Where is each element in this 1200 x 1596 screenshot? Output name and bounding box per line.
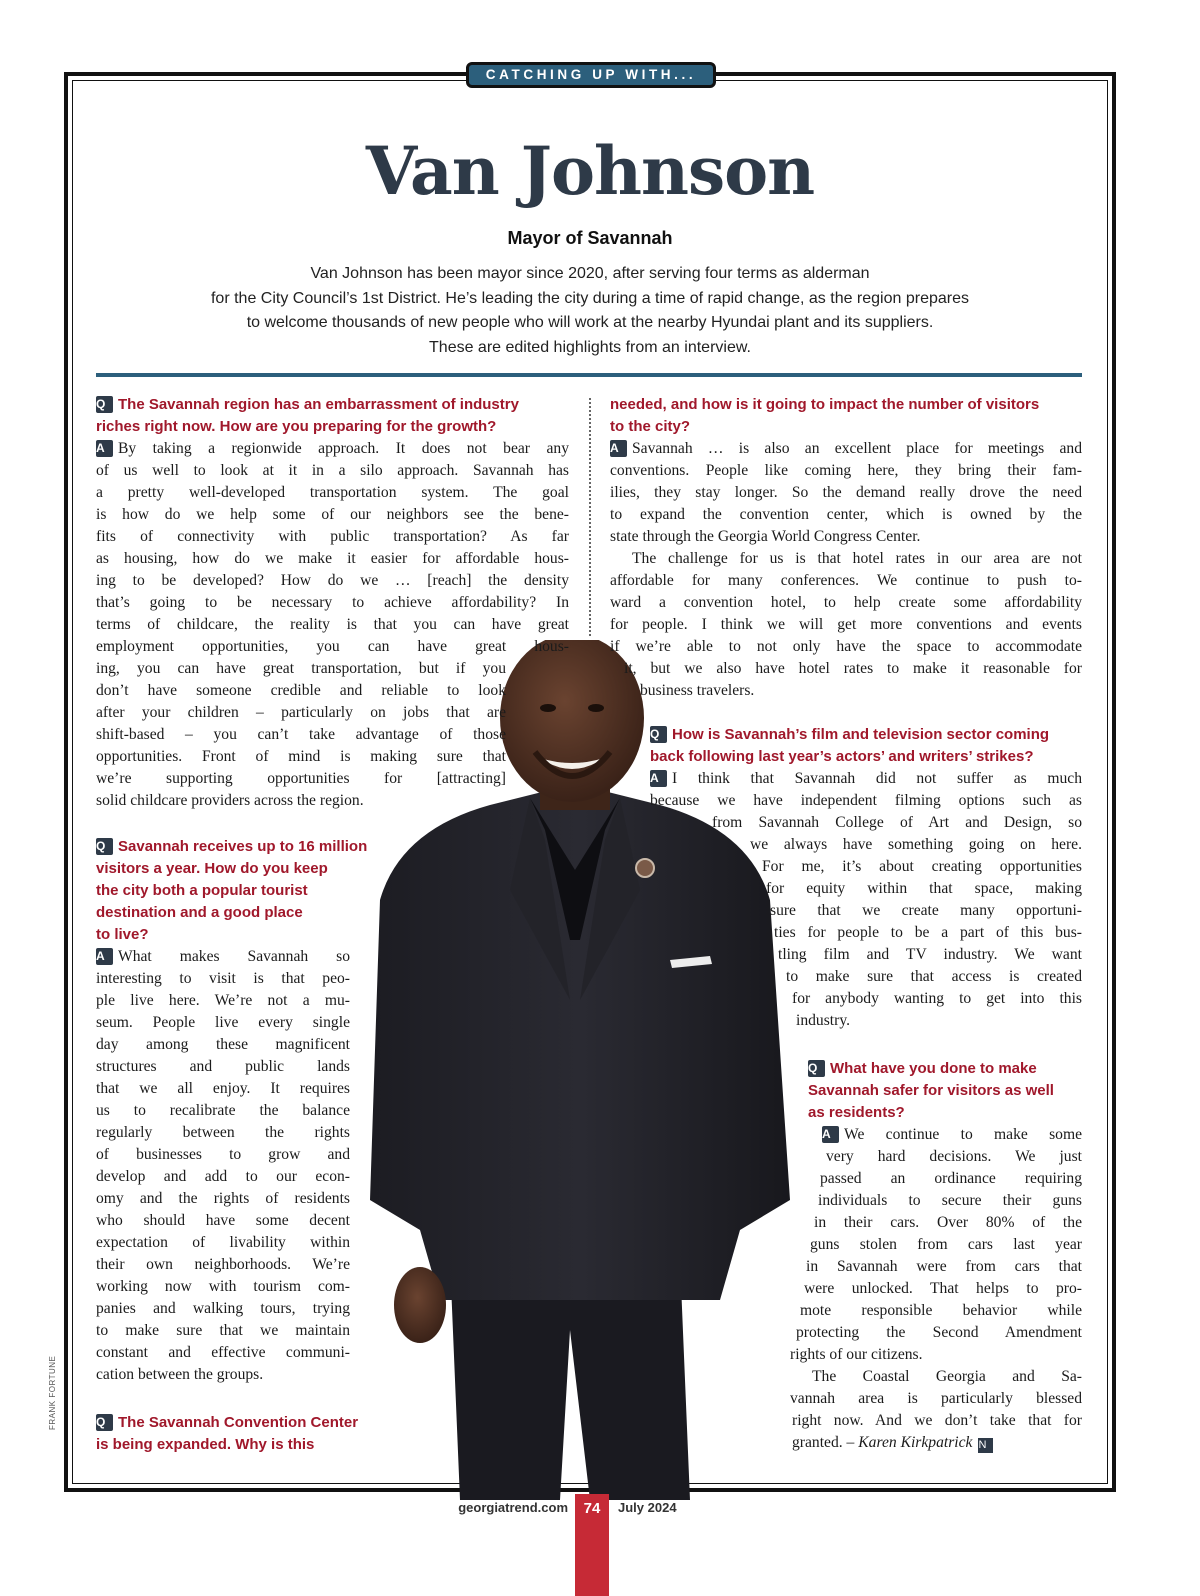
answer-line: because we have independent filming options such as (650, 792, 1082, 809)
answer-line: their own neighborhoods. We’re (96, 1256, 350, 1273)
a5-wrap (804, 1278, 1082, 1300)
answer-line: to expand the convention center, which is owned by the (610, 506, 1082, 523)
answer-line: very hard decisions. We just (826, 1148, 1082, 1165)
answer-line: vannah area is particularly blessed (790, 1390, 1082, 1407)
column-right (610, 394, 1082, 658)
answer-line: terms of childcare, the reality is that you can have great (96, 616, 569, 633)
answer-line: right now. And we don’t take that for (792, 1412, 1082, 1429)
answer-line: if we’re able to not only have the space to accommodate (610, 638, 1082, 655)
answer-line: ties for people to be a part of this bus- (774, 924, 1082, 941)
a5-wrap (814, 1212, 1082, 1234)
answer-line: ilies, they stay longer. So the demand really drove the need (610, 484, 1082, 501)
column-divider (589, 398, 591, 636)
answer-line: ward a convention hotel, to help create some affordability (610, 594, 1082, 611)
column-right-q4 (650, 724, 1082, 812)
column-left-q3 (96, 1412, 386, 1456)
a5-wrap (800, 1300, 1082, 1322)
a5-wrap (792, 1432, 1082, 1454)
a4-wrap (792, 988, 1082, 1010)
answer-1: A By taking a regionwide approach. It does not bear any (96, 440, 569, 457)
question-2-line: destination and a good place (96, 904, 303, 921)
answer-line: opportunities. Front of mind is making sure that (96, 748, 506, 765)
answer-line: cation between the groups. (96, 1366, 264, 1383)
answer-line: don’t have someone credible and reliable to look (96, 682, 506, 699)
a5-wrap (790, 1388, 1082, 1410)
a5-wrap (820, 1168, 1082, 1190)
question-4-line: back following last year’s actors’ and writers’ strikes? (650, 748, 1034, 765)
answer-line: sure that we create many opportuni- (770, 902, 1082, 919)
answer-line: of us well to look at it in a silo approach. Savannah has (96, 462, 569, 479)
a4-wrap (712, 812, 1082, 834)
answer-line: seum. People live every single (96, 1014, 350, 1031)
a5-wrap (826, 1146, 1082, 1168)
answer-line: individuals to secure their guns (818, 1192, 1082, 1209)
answer-line: of businesses to grow and (96, 1146, 350, 1163)
question-2-line: visitors a year. How do you keep (96, 860, 328, 877)
answer-line: ple live here. We’re not a mu- (96, 992, 350, 1009)
column-left-wrap (96, 658, 506, 812)
answer-4: A I think that Savannah did not suffer as much (650, 770, 1082, 787)
intro-line: to welcome thousands of new people who will work at the nearby Hyundai plant and its suppliers. (246, 314, 934, 331)
question-5-line: Savannah safer for visitors as well (808, 1082, 1054, 1099)
answer-line: is how do we help some of our neighbors see the bene- (96, 506, 569, 523)
question-2: Q Savannah receives up to 16 million (96, 838, 368, 855)
answer-line: working now with tourism com- (96, 1278, 350, 1295)
a4-wrap (796, 1010, 1082, 1032)
closing-line: granted. – Karen Kirkpatrick N (792, 1432, 1082, 1454)
answer-line: for anybody wanting to get into this (792, 990, 1082, 1007)
a-label-icon: A (96, 948, 113, 965)
question-3-line: is being expanded. Why is this (96, 1436, 315, 1453)
answer-line: we’re supporting opportunities for [attracting] (96, 770, 506, 787)
column-right-wrap (640, 680, 1082, 702)
a5-wrap (810, 1234, 1082, 1256)
answer-line: from Savannah College of Art and Design, so (712, 814, 1082, 831)
answer-line: as housing, how do we make it easier for affordable hous- (96, 550, 569, 567)
question-5-line: as residents? (808, 1104, 905, 1121)
q-label-icon: Q (96, 396, 113, 413)
end-mark-icon: N (978, 1438, 993, 1453)
a4-wrap (762, 856, 1082, 878)
q-label-icon: Q (808, 1060, 825, 1077)
column-left-q2 (96, 836, 386, 946)
answer-line: we always have something going on here. (750, 836, 1082, 853)
answer-2: A What makes Savannah so (96, 948, 350, 965)
answer-line: in their cars. Over 80% of the (814, 1214, 1082, 1231)
a4-wrap (778, 944, 1082, 966)
a4-wrap (750, 834, 1082, 856)
answer-line: after your children – particularly on jobs that are (96, 704, 506, 721)
answer-line: conventions. People like coming here, they bring their fam- (610, 462, 1082, 479)
q-label-icon: Q (96, 1414, 113, 1431)
a5-wrap (790, 1344, 1082, 1366)
a4-wrap (786, 966, 1082, 988)
answer-line: expectation of livability within (96, 1234, 350, 1251)
column-left-a2 (96, 946, 350, 1386)
answer-line: industry. (796, 1012, 850, 1029)
intro-divider (96, 373, 1082, 377)
article-title: Van Johnson (365, 132, 815, 210)
a5-wrap (806, 1256, 1082, 1278)
answer-line: For me, it’s about creating opportunities (762, 858, 1082, 875)
q-label-icon: Q (96, 838, 113, 855)
answer-line: ing, you can have great transportation, but if you (96, 660, 506, 677)
section-kicker: CATCHING UP WITH... (466, 62, 716, 88)
answer-line: regularly between the rights (96, 1124, 350, 1141)
question-3-cont: needed, and how is it going to impact the number of visitors (610, 396, 1040, 413)
question-3-cont: to the city? (610, 418, 691, 435)
a-label-icon: A (96, 440, 113, 457)
a-label-icon: A (822, 1126, 839, 1143)
a4-wrap (770, 900, 1082, 922)
intro-line: Van Johnson has been mayor since 2020, after serving four terms as alderman (310, 265, 870, 282)
answer-5: A We continue to make some (822, 1126, 1082, 1143)
a5-wrap (818, 1190, 1082, 1212)
answer-line: develop and add to our econ- (96, 1168, 350, 1185)
answer-line: to make sure that we maintain (96, 1322, 350, 1339)
answer-3: A Savannah … is also an excellent place for meetings and (610, 440, 1082, 457)
question-3: Q The Savannah Convention Center (96, 1414, 359, 1431)
answer-line: interesting to visit is that peo- (96, 970, 350, 987)
question-1: Q The Savannah region has an embarrassment of industry (96, 396, 519, 413)
answer-line: to make sure that access is created (786, 968, 1082, 985)
a-label-icon: A (650, 770, 667, 787)
a4-wrap (766, 878, 1082, 900)
a5-wrap (822, 1124, 1082, 1146)
answer-line: it, but we also have hotel rates to make it reasonable for (624, 660, 1082, 677)
answer-line: solid childcare providers across the region. (96, 792, 364, 809)
answer-line: day among these magnificent (96, 1036, 350, 1053)
answer-line: structures and public lands (96, 1058, 350, 1075)
intro-line: These are edited highlights from an interview. (429, 338, 751, 356)
article-intro (140, 262, 1040, 360)
answer-line: mote responsible behavior while (800, 1302, 1082, 1319)
answer-line: in Savannah were from cars that (806, 1258, 1082, 1275)
answer-line: were unlocked. That helps to pro- (804, 1280, 1082, 1297)
footer-site: georgiatrend.com (458, 1500, 568, 1515)
page-number: 74 (575, 1494, 609, 1596)
intro-line: for the City Council’s 1st District. He’s leading the city during a time of rapid change, as the region prepares (210, 289, 969, 307)
a-label-icon: A (610, 440, 627, 457)
question-2-line: the city both a popular tourist (96, 882, 308, 899)
answer-line: passed an ordinance requiring (820, 1170, 1082, 1187)
answer-line: us to recalibrate the balance (96, 1102, 350, 1119)
answer-line: protecting the Second Amendment (796, 1324, 1082, 1341)
answer-line: omy and the rights of residents (96, 1190, 350, 1207)
photo-credit: FRANK FORTUNE (48, 1355, 57, 1430)
answer-line: for equity within that space, making (766, 880, 1082, 897)
answer-line: for people. I think we will get more conventions and events (610, 616, 1082, 633)
answer-line: who should have some decent (96, 1212, 350, 1229)
author-byline: Karen Kirkpatrick (858, 1434, 973, 1451)
a5-wrap (792, 1410, 1082, 1432)
answer-line: tling film and TV industry. We want (778, 946, 1082, 963)
article-subtitle: Mayor of Savannah (507, 228, 673, 248)
answer-line: rights of our citizens. (790, 1346, 923, 1363)
answer-line: employment opportunities, you can have great hous- (96, 638, 569, 655)
question-4: Q How is Savannah’s film and television sector coming (650, 726, 1050, 743)
answer-line: business travelers. (640, 682, 755, 699)
answer-line: The challenge for us is that hotel rates in our area are not (632, 550, 1082, 567)
answer-line: that we all enjoy. It requires (96, 1080, 350, 1097)
answer-line: a pretty well-developed transportation system. The goal (96, 484, 569, 501)
column-left (96, 394, 569, 658)
answer-line: state through the Georgia World Congress Center. (610, 528, 921, 545)
a5-wrap (790, 1366, 1082, 1388)
question-2-line: to live? (96, 926, 149, 943)
a4-wrap (774, 922, 1082, 944)
question-1-line: riches right now. How are you preparing for the growth? (96, 418, 497, 435)
answer-line: affordable for many conferences. We continue to push to- (610, 572, 1082, 589)
answer-line: fits of connectivity with public transportation? As far (96, 528, 569, 545)
answer-line: ing to be developed? How do we … [reach] the density (96, 572, 569, 589)
column-right-wrap (624, 658, 1082, 680)
column-right-q5 (808, 1058, 1082, 1124)
footer-date: July 2024 (618, 1500, 677, 1515)
answer-line: The Coastal Georgia and Sa- (812, 1368, 1082, 1385)
answer-line: panies and walking tours, trying (96, 1300, 350, 1317)
a5-wrap (796, 1322, 1082, 1344)
answer-line: shift-based – you can’t take advantage of those (96, 726, 506, 743)
question-5: Q What have you done to make (808, 1060, 1037, 1077)
answer-line: that’s going to be necessary to achieve affordability? In (96, 594, 569, 611)
answer-line: constant and effective communi- (96, 1344, 350, 1361)
q-label-icon: Q (650, 726, 667, 743)
answer-line: guns stolen from cars last year (810, 1236, 1082, 1253)
